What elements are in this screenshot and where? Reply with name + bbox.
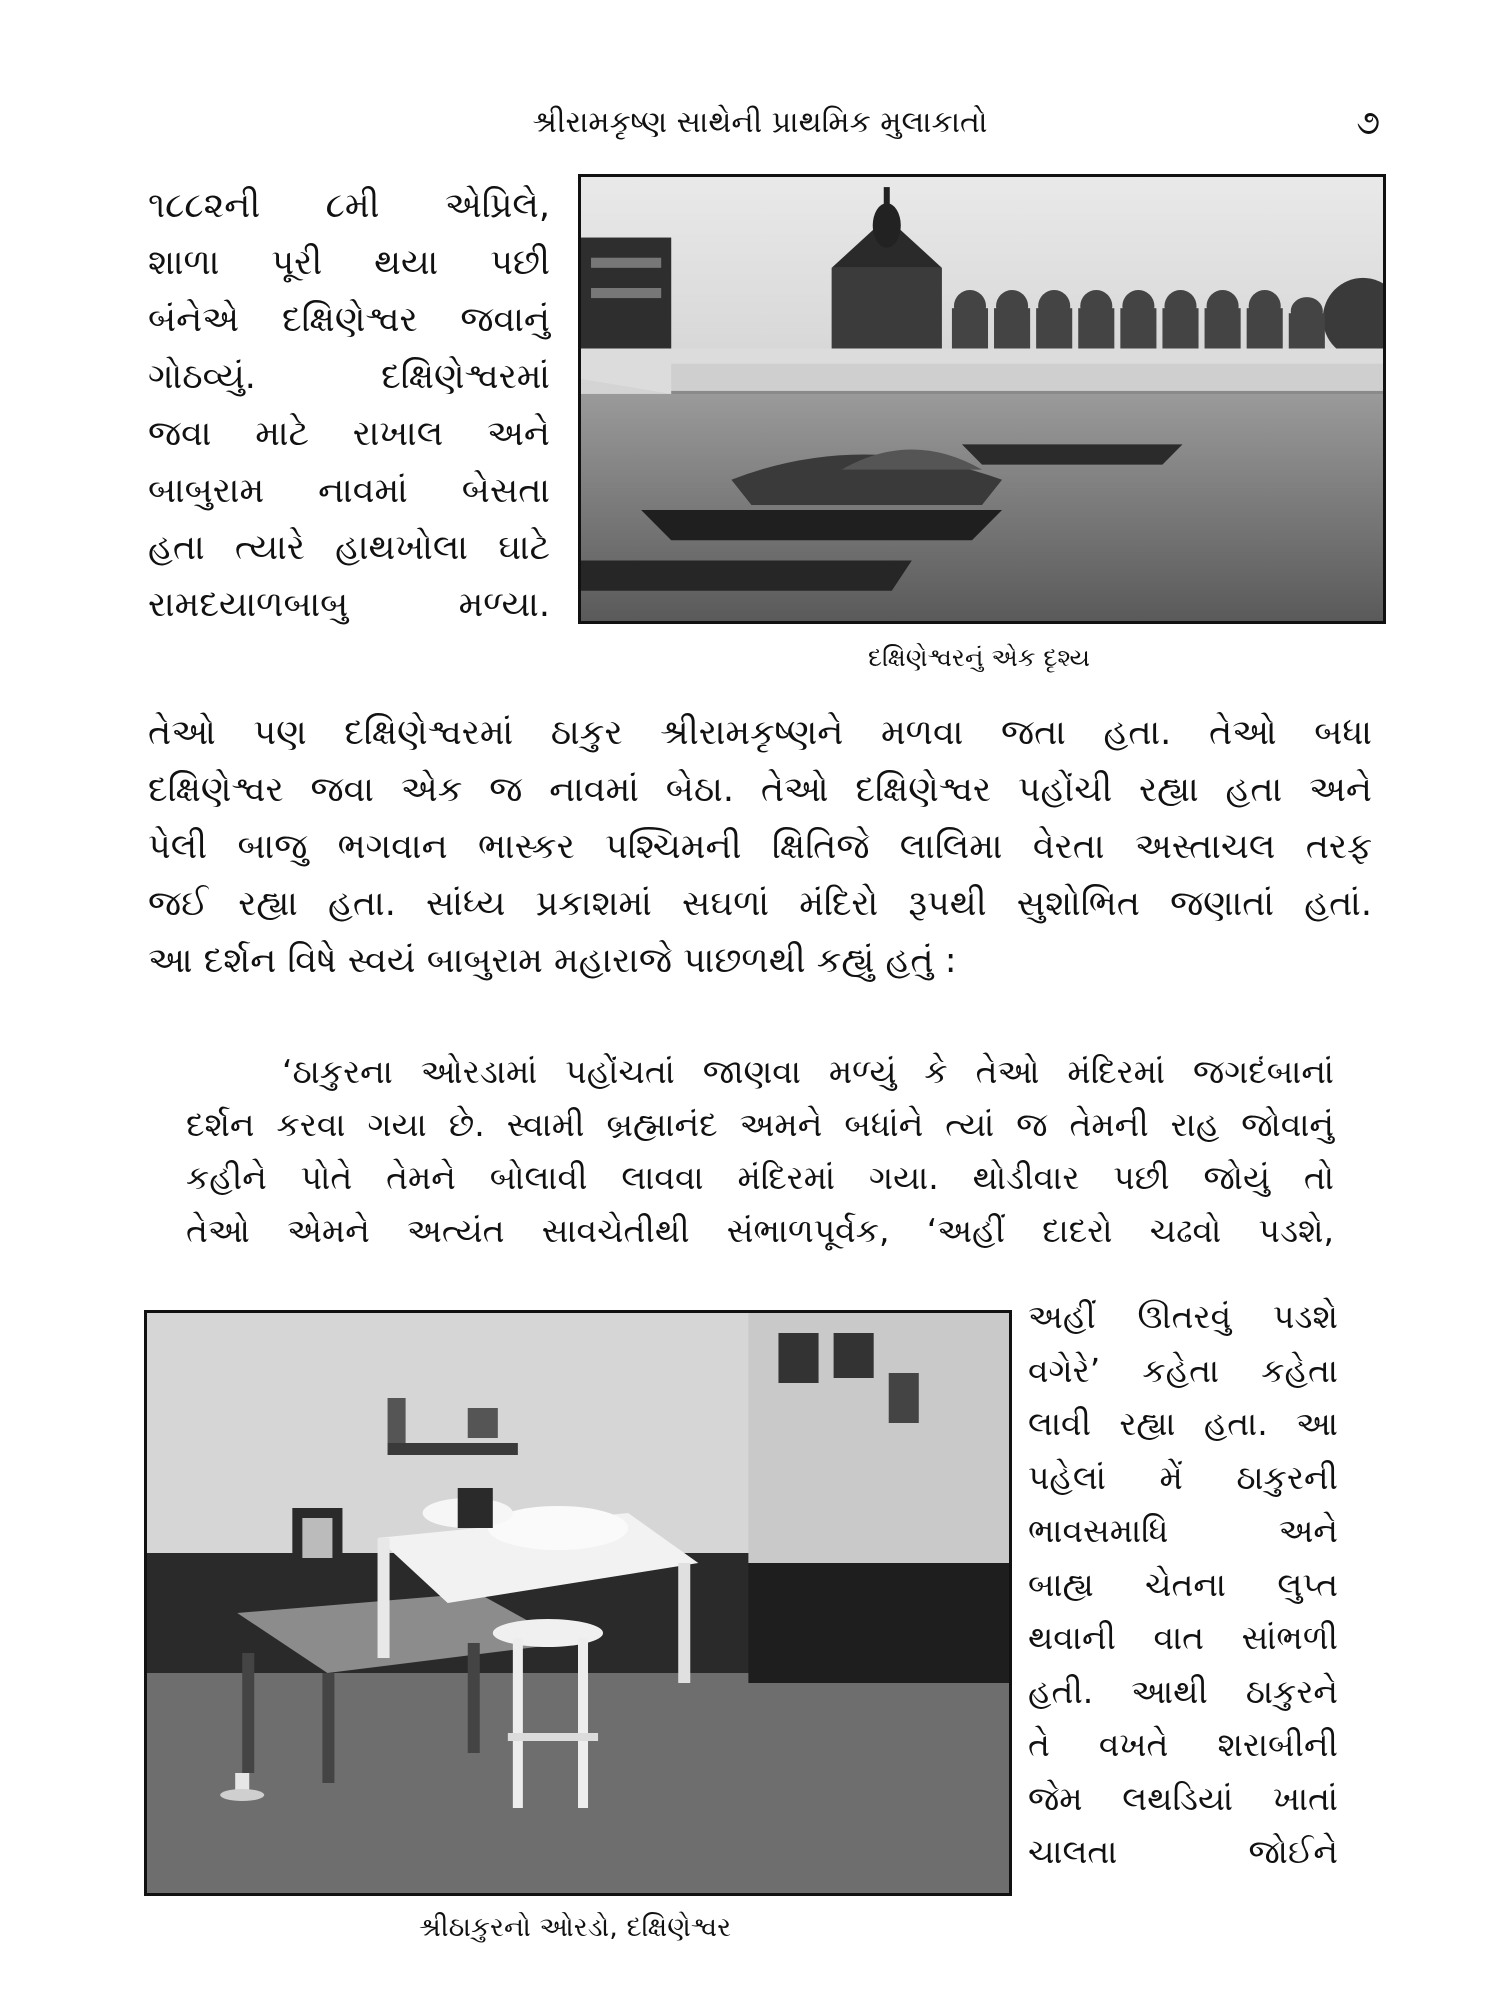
body-line: તેઓ પણ દક્ષિણેશ્વરમાં ઠાકુર શ્રીરામકૃષ્ણને મળવા જતા હતા. તેઓ બધા <box>148 713 1372 753</box>
intro-line: બાબુરામ નાવમાં બેસતા <box>148 471 550 511</box>
body-line: જઈ રહ્યા હતા. સાંધ્ય પ્રકાશમાં સઘળાં મંદિરો રૂપથી સુશોભિત જણાતાં હતાં. <box>148 884 1372 924</box>
running-title: શ્રીરામકૃષ્ણ સાથેની પ્રાથમિક મુલાકાતો <box>532 105 988 140</box>
intro-line: શાળા પૂરી થયા પછી <box>148 243 550 283</box>
quote-line: દર્શન કરવા ગયા છે. સ્વામી બ્રહ્માનંદ અમને બધાંને ત્યાં જ તેમની રાહ જોવાનું <box>186 1105 1334 1144</box>
body-line: દક્ષિણેશ્વર જવા એક જ નાવમાં બેઠા. તેઓ દક્ષિણેશ્વર પહોંચી રહ્યા હતા અને <box>148 770 1372 810</box>
quote-line: તે વખતે શરાબીની <box>1028 1725 1338 1764</box>
quote-continuation <box>1028 1290 1338 1879</box>
quote-line: પહેલાં મેં ઠાકુરની <box>1028 1457 1338 1497</box>
quote-line: થવાની વાત સાંભળી <box>1028 1618 1338 1657</box>
body-paragraph <box>148 705 1372 990</box>
quote-paragraph <box>186 1045 1334 1257</box>
room-photo-caption: શ્રીઠાકુરનો ઓરડો, દક્ષિણેશ્વર <box>418 1912 732 1943</box>
intro-line: જવા માટે રાખાલ અને <box>148 414 550 454</box>
temple-photo-caption: દક્ષિણેશ્વરનું એક દૃશ્ય <box>867 643 1091 672</box>
dakshineswar-temple-photo <box>578 174 1386 624</box>
quote-line: તેઓ એમને અત્યંત સાવચેતીથી સંભાળપૂર્વક, ‘અહીં દાદરો ચઢવો પડશે, <box>186 1211 1334 1250</box>
quote-line: જેમ લથડિયાં ખાતાં <box>1028 1778 1338 1818</box>
intro-paragraph <box>148 178 550 634</box>
quote-line: લાવી રહ્યા હતા. આ <box>1028 1404 1338 1443</box>
quote-line: બાહ્ય ચેતના લુપ્ત <box>1028 1564 1338 1604</box>
intro-line: ગોઠવ્યું. દક્ષિણેશ્વરમાં <box>148 357 550 397</box>
body-line: આ દર્શન વિષે સ્વયં બાબુરામ મહારાજે પાછળથી કહ્યું હતું : <box>148 941 957 981</box>
quote-line: ભાવસમાધિ અને <box>1028 1511 1338 1550</box>
body-line: પેલી બાજુ ભગવાન ભાસ્કર પશ્ચિમની ક્ષિતિજે લાલિમા વેરતા અસ્તાચલ તરફ <box>148 827 1372 867</box>
quote-line: વગેરે’ કહેતા કહેતા <box>1028 1350 1338 1390</box>
quote-line: કહીને પોતે તેમને બોલાવી લાવવા મંદિરમાં ગયા. થોડીવાર પછી જોયું તો <box>186 1158 1334 1197</box>
page-header <box>140 98 1380 148</box>
quote-line: ‘ઠાકુરના ઓરડામાં પહોંચતાં જાણવા મળ્યું કે તેઓ મંદિરમાં જગદંબાનાં <box>282 1052 1334 1091</box>
intro-line: ૧૮૮૨ની ૮મી એપ્રિલે, <box>148 186 550 226</box>
intro-line: બંનેએ દક્ષિણેશ્વર જવાનું <box>148 300 550 340</box>
quote-line: અહીં ઊતરવું પડશે <box>1028 1297 1338 1336</box>
quote-line: ચાલતા જોઈને <box>1028 1832 1338 1871</box>
intro-line: રામદયાળબાબુ મળ્યા. <box>148 585 550 625</box>
thakur-room-photo <box>144 1310 1012 1896</box>
intro-line: હતા ત્યારે હાથખોલા ઘાટે <box>148 528 550 568</box>
page-number: ૭ <box>1356 103 1380 143</box>
quote-line: હતી. આથી ઠાકુરને <box>1028 1671 1338 1711</box>
